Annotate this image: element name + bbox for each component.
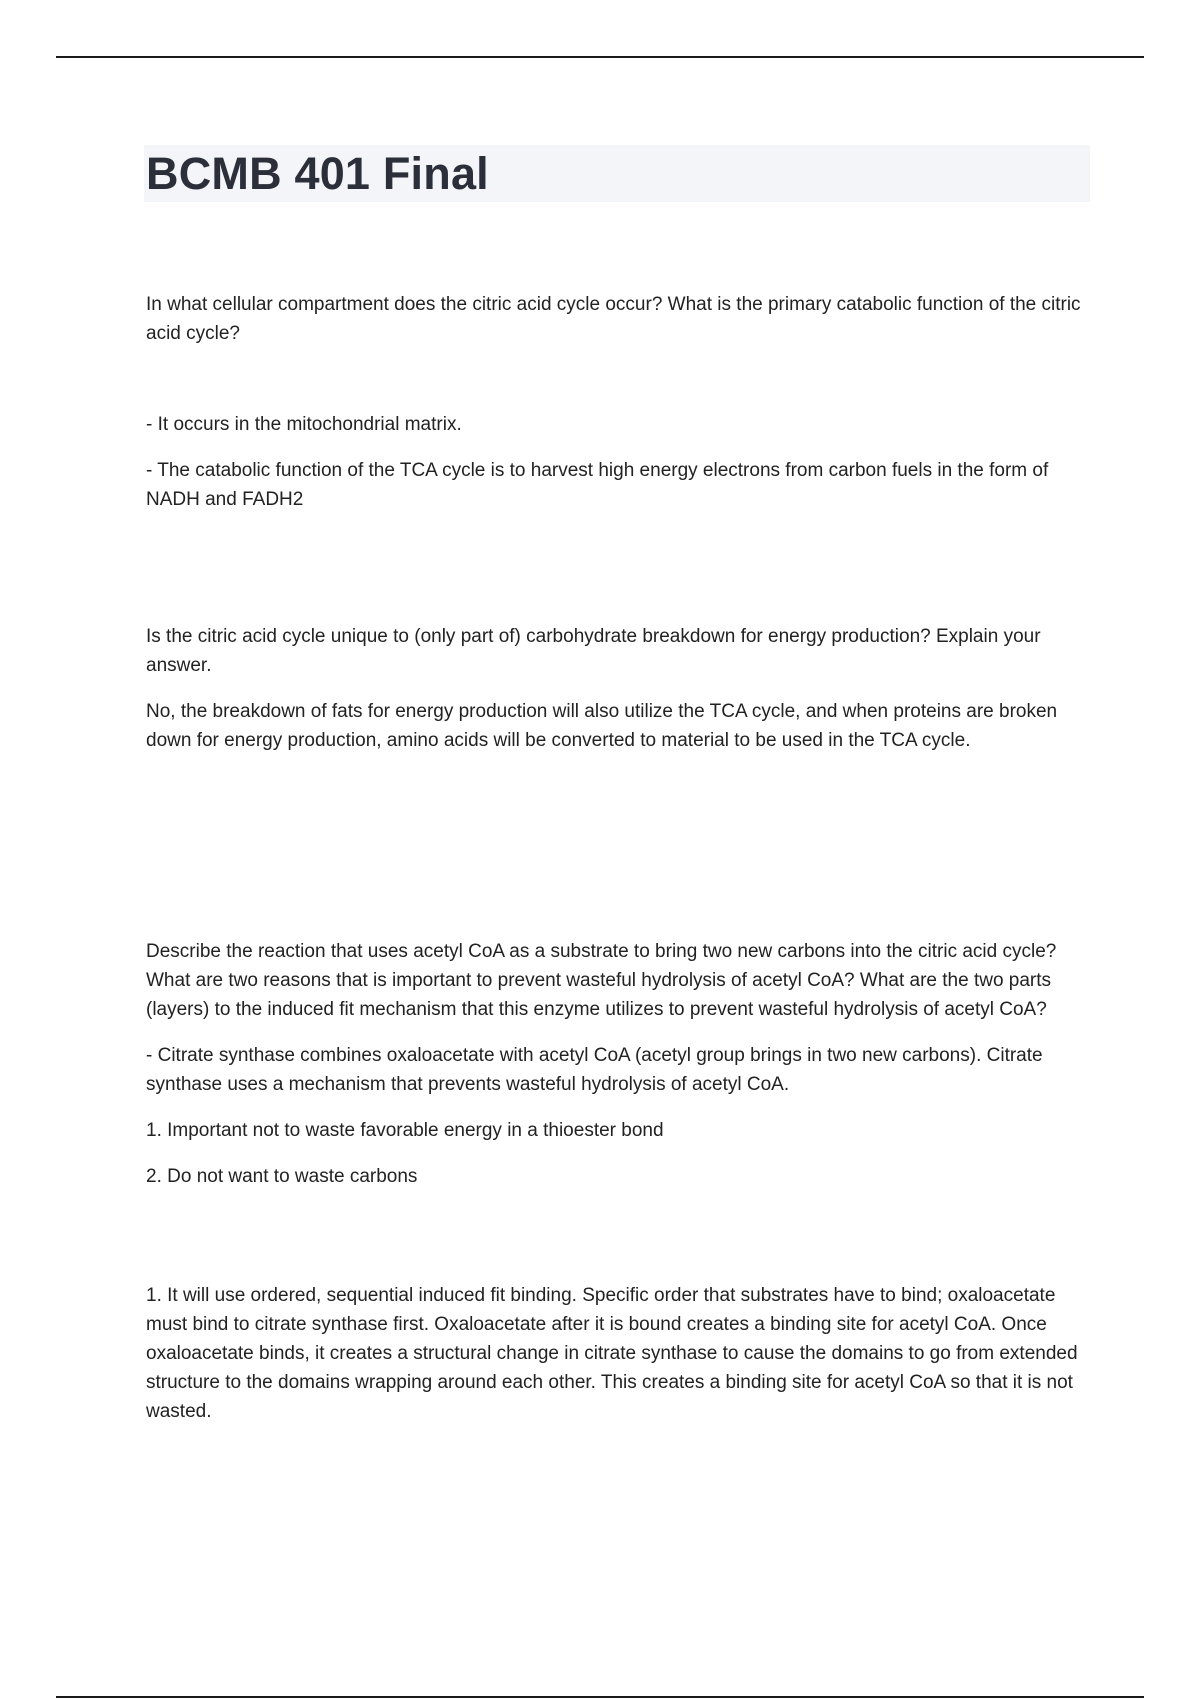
question-3 bbox=[146, 937, 1096, 1191]
answer-3-line-2: 1. Important not to waste favorable energy in a thioester bond bbox=[146, 1120, 664, 1141]
answer-3-continued bbox=[146, 1281, 1096, 1426]
bottom-rule bbox=[56, 1696, 1144, 1698]
answer-2-line-1: No, the breakdown of fats for energy production will also utilize the TCA cycle, and when proteins are broken down for energy production, amino acids will be converted to material to be used in the TCA cycle. bbox=[146, 701, 1058, 751]
question-1-text: In what cellular compartment does the citric acid cycle occur? What is the primary catabolic function of the citric acid cycle? bbox=[146, 294, 1081, 344]
question-1 bbox=[146, 290, 1096, 348]
answer-3-line-4: 1. It will use ordered, sequential induced fit binding. Specific order that substrates have to bind; oxaloacetate must bind to citrate synthase first. Oxaloacetate after it is bound creates a binding site for acetyl CoA. Once oxaloacetate binds, it creates a structural change in citrate synthase to cause the domains to go from extended structure to the domains wrapping around each other. This creates a binding site for acetyl CoA so that it is not wasted. bbox=[146, 1285, 1078, 1422]
answer-3-line-1: - Citrate synthase combines oxaloacetate with acetyl CoA (acetyl group brings in two new carbons). Citrate synthase uses a mechanism that prevents wasteful hydrolysis of acetyl CoA. bbox=[146, 1045, 1043, 1095]
question-2-text: Is the citric acid cycle unique to (only part of) carbohydrate breakdown for energy production? Explain your answer. bbox=[146, 626, 1041, 676]
question-3-text: Describe the reaction that uses acetyl CoA as a substrate to bring two new carbons into the citric acid cycle? What are two reasons that is important to prevent wasteful hydrolysis of acetyl CoA? What are the two parts (layers) to the induced fit mechanism that this enzyme utilizes to prevent wasteful hydrolysis of acetyl CoA? bbox=[146, 941, 1057, 1020]
question-2 bbox=[146, 622, 1096, 755]
answer-3-line-3: 2. Do not want to waste carbons bbox=[146, 1166, 418, 1187]
answer-1 bbox=[146, 410, 1096, 514]
answer-1-line-1: - It occurs in the mitochondrial matrix. bbox=[146, 414, 462, 435]
answer-1-line-2: - The catabolic function of the TCA cycle is to harvest high energy electrons from carbon fuels in the form of NADH and FADH2 bbox=[146, 460, 1049, 510]
top-rule bbox=[56, 56, 1144, 58]
document-title: BCMB 401 Final bbox=[146, 148, 489, 199]
